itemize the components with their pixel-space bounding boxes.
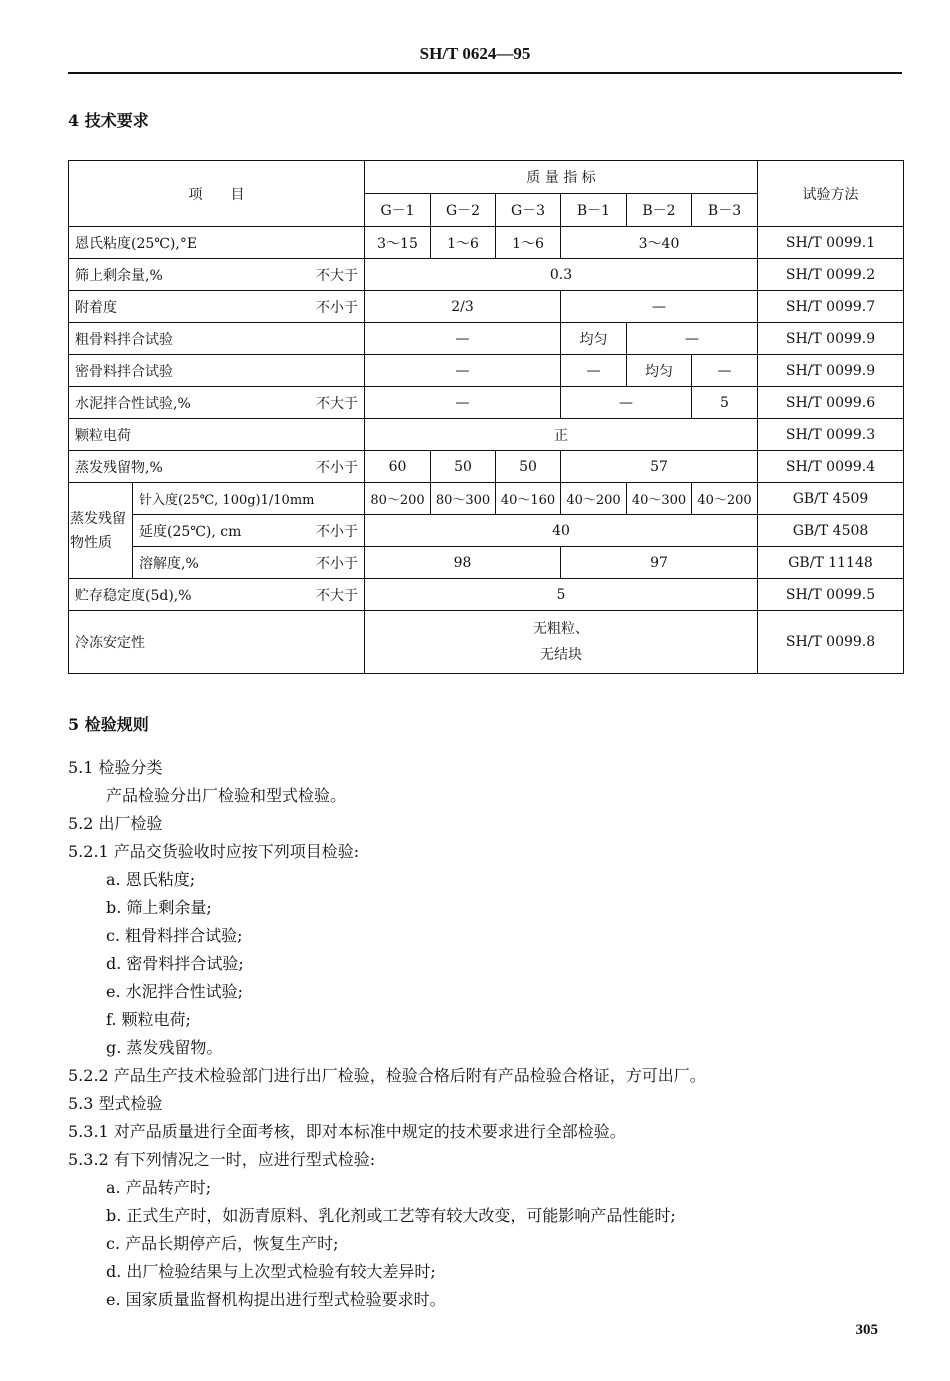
method-cell: SH/T 0099.2 <box>758 259 904 291</box>
method-cell: SH/T 0099.4 <box>758 451 904 483</box>
page-number: 305 <box>855 1322 878 1338</box>
grade-b3: B－3 <box>692 194 758 227</box>
list-item: e. 国家质量监督机构提出进行型式检验要求时。 <box>106 1290 446 1309</box>
table-row <box>69 323 904 355</box>
cell: 40～200 <box>561 483 627 515</box>
method-cell: SH/T 0099.8 <box>758 611 904 674</box>
row-label: 颗粒电荷 <box>69 419 365 451</box>
cell: 2/3 <box>365 291 561 323</box>
cell: 60 <box>365 451 431 483</box>
method-cell: GB/T 4509 <box>758 483 904 515</box>
cell: — <box>561 355 627 387</box>
cell-line-2: 无结块 <box>540 647 582 663</box>
cell: 1～6 <box>496 227 561 259</box>
header-item: 项 目 <box>69 161 365 227</box>
method-cell: GB/T 4508 <box>758 515 904 547</box>
cell: — <box>365 387 561 419</box>
cell: 40 <box>365 515 758 547</box>
list-item: e. 水泥拌合性试验; <box>106 982 244 1001</box>
row-label: 密骨料拌合试验 <box>69 355 365 387</box>
list-item: g. 蒸发残留物。 <box>106 1038 223 1057</box>
cell: 正 <box>365 419 758 451</box>
clause-5-3-2: 5.3.2 有下列情况之一时，应进行型式检验: <box>68 1150 376 1169</box>
table-row <box>69 611 904 674</box>
cell: — <box>561 387 692 419</box>
header-quality-index: 质 量 指 标 <box>365 161 758 194</box>
grade-g2: G－2 <box>431 194 496 227</box>
row-label: 筛上剩余量,% <box>75 267 163 284</box>
cell: — <box>627 323 758 355</box>
cell: 50 <box>431 451 496 483</box>
cell-line-1: 无粗粒、 <box>533 621 589 637</box>
grade-g1: G－1 <box>365 194 431 227</box>
table-row <box>69 387 904 419</box>
cell: — <box>692 355 758 387</box>
header-rule <box>68 72 902 74</box>
list-item: c. 产品长期停产后，恢复生产时; <box>106 1234 339 1253</box>
technical-requirements-table <box>68 160 904 674</box>
list-item: a. 恩氏粘度; <box>106 870 196 889</box>
grade-b2: B－2 <box>627 194 692 227</box>
cell: 97 <box>561 547 758 579</box>
table-row <box>69 355 904 387</box>
row-label: 粗骨料拌合试验 <box>69 323 365 355</box>
clause-5-2-2: 5.2.2 产品生产技术检验部门进行出厂检验，检验合格后附有产品检验合格证，方可出厂。 <box>68 1066 706 1085</box>
cell: 均匀 <box>627 355 692 387</box>
cell <box>365 611 758 674</box>
cell: — <box>561 291 758 323</box>
clause-5-3: 5.3 型式检验 <box>68 1094 163 1113</box>
section-4-title: 4 技术要求 <box>68 111 149 130</box>
method-cell: SH/T 0099.1 <box>758 227 904 259</box>
row-condition: 不大于 <box>316 587 358 604</box>
cell: 1～6 <box>431 227 496 259</box>
method-cell: SH/T 0099.3 <box>758 419 904 451</box>
table-header-row <box>69 161 904 194</box>
clause-5-1: 5.1 检验分类 <box>68 758 163 777</box>
cell: — <box>365 355 561 387</box>
clause-5-2: 5.2 出厂检验 <box>68 814 163 833</box>
list-item: f. 颗粒电荷; <box>106 1010 191 1029</box>
clause-5-3-1: 5.3.1 对产品质量进行全面考核，即对本标准中规定的技术要求进行全部检验。 <box>68 1122 626 1141</box>
row-condition: 不小于 <box>316 459 358 476</box>
list-item: d. 出厂检验结果与上次型式检验有较大差异时; <box>106 1262 436 1281</box>
row-condition: 不小于 <box>316 523 358 540</box>
table-row <box>69 259 904 291</box>
row-label: 针入度(25℃, 100g)1/10mm <box>133 483 365 515</box>
row-condition: 不大于 <box>316 267 358 284</box>
cell: 均匀 <box>561 323 627 355</box>
row-label: 恩氏粘度(25℃),°E <box>69 227 365 259</box>
clause-5-2-1: 5.2.1 产品交货验收时应按下列项目检验: <box>68 842 360 861</box>
paragraph: 产品检验分出厂检验和型式检验。 <box>106 786 347 805</box>
cell: 0.3 <box>365 259 758 291</box>
row-label: 延度(25℃), cm <box>139 523 242 540</box>
cell: 50 <box>496 451 561 483</box>
cell: 57 <box>561 451 758 483</box>
group-label: 蒸发残留物性质 <box>69 483 133 579</box>
list-item: b. 正式生产时，如沥青原料、乳化剂或工艺等有较大改变，可能影响产品性能时; <box>106 1206 676 1225</box>
table-row <box>69 291 904 323</box>
table-row <box>69 227 904 259</box>
grade-b1: B－1 <box>561 194 627 227</box>
row-condition: 不小于 <box>316 299 358 316</box>
table-row <box>69 579 904 611</box>
list-item: a. 产品转产时; <box>106 1178 212 1197</box>
method-cell: GB/T 11148 <box>758 547 904 579</box>
grade-g3: G－3 <box>496 194 561 227</box>
cell: 80～300 <box>431 483 496 515</box>
cell: 5 <box>365 579 758 611</box>
cell: 40～200 <box>692 483 758 515</box>
standard-code-header: SH/T 0624—95 <box>419 44 531 63</box>
cell: 40～160 <box>496 483 561 515</box>
method-cell: SH/T 0099.5 <box>758 579 904 611</box>
row-label: 附着度 <box>75 299 117 316</box>
method-cell: SH/T 0099.7 <box>758 291 904 323</box>
table-row <box>69 547 904 579</box>
cell: 3～40 <box>561 227 758 259</box>
method-cell: SH/T 0099.9 <box>758 323 904 355</box>
row-label: 水泥拌合性试验,% <box>75 395 191 412</box>
table-row <box>69 483 904 515</box>
row-condition: 不大于 <box>316 395 358 412</box>
row-condition: 不小于 <box>316 555 358 572</box>
cell: 5 <box>692 387 758 419</box>
section-5-title: 5 检验规则 <box>68 715 149 734</box>
cell: 40～300 <box>627 483 692 515</box>
table-row <box>69 515 904 547</box>
row-label: 蒸发残留物,% <box>75 459 163 476</box>
method-cell: SH/T 0099.9 <box>758 355 904 387</box>
row-label: 溶解度,% <box>139 555 199 572</box>
row-label: 贮存稳定度(5d),% <box>75 587 192 604</box>
list-item: c. 粗骨料拌合试验; <box>106 926 243 945</box>
table-row <box>69 451 904 483</box>
row-label: 冷冻安定性 <box>69 611 365 674</box>
list-item: d. 密骨料拌合试验; <box>106 954 244 973</box>
list-item: b. 筛上剩余量; <box>106 898 212 917</box>
cell: 80～200 <box>365 483 431 515</box>
header-test-method: 试验方法 <box>758 161 904 227</box>
cell: — <box>365 323 561 355</box>
method-cell: SH/T 0099.6 <box>758 387 904 419</box>
cell: 3～15 <box>365 227 431 259</box>
table-row <box>69 419 904 451</box>
cell: 98 <box>365 547 561 579</box>
